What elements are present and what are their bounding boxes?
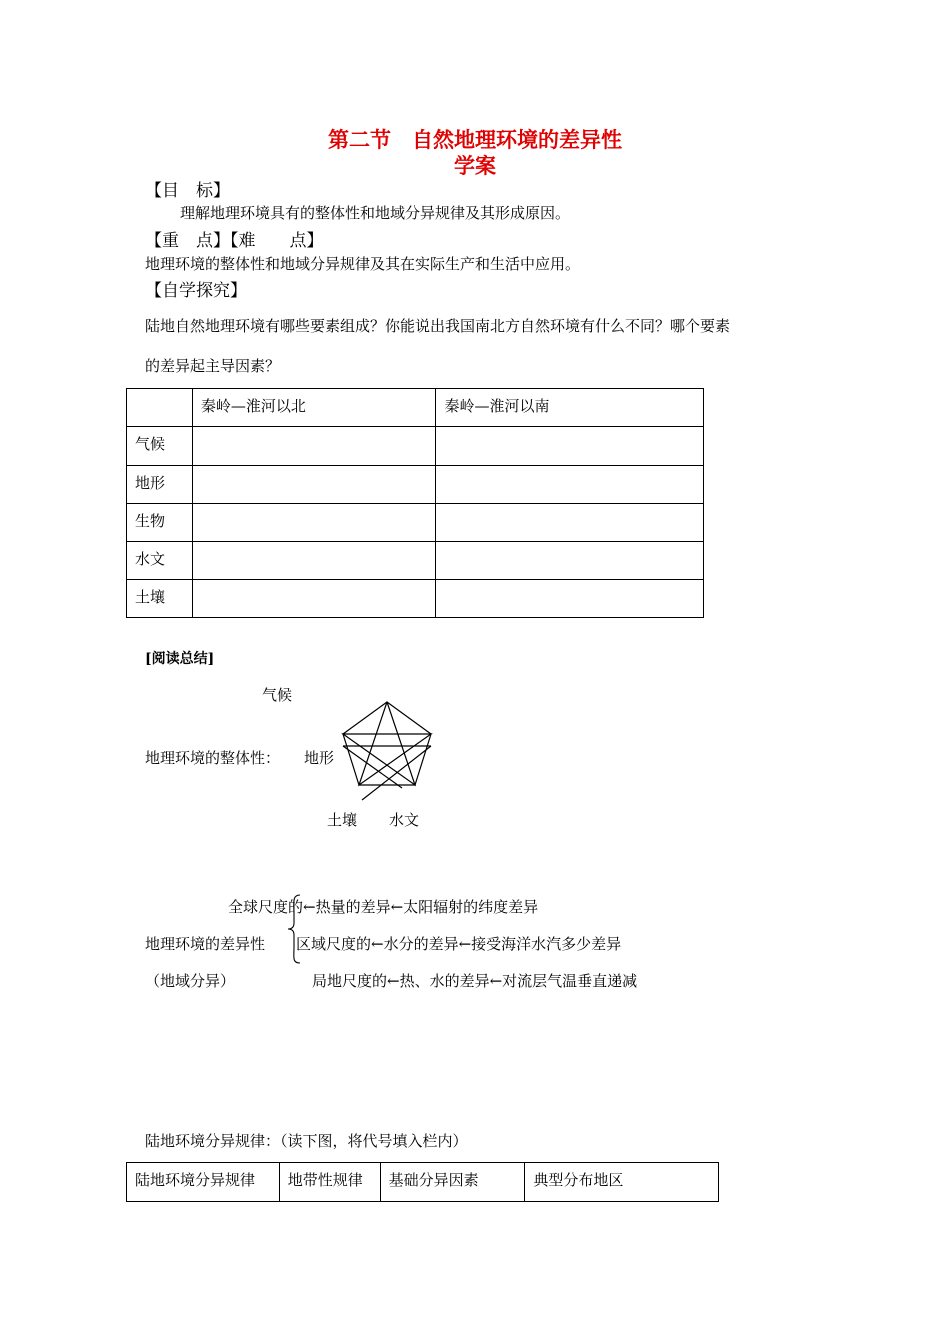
left-brace — [286, 893, 306, 965]
document-subtitle: 学案 — [454, 154, 496, 178]
differentiation-label: 地理环境的差异性 — [145, 935, 266, 953]
row-label: 气候 — [127, 427, 193, 466]
key-heading: 【重 点】【难 点】 — [145, 231, 324, 251]
pentagon-label-landform: 地形 — [304, 749, 335, 767]
north-south-comparison-table — [126, 388, 704, 618]
row-label: 地形 — [127, 466, 193, 504]
goal-text: 理解地理环境具有的整体性和地域分异规律及其形成原因。 — [180, 204, 571, 222]
table-row — [127, 504, 704, 542]
answer-cell[interactable] — [192, 427, 436, 466]
scale-line-local: 局地尺度的←热、水的差异←对流层气温垂直递减 — [312, 972, 638, 990]
self-study-question-line1: 陆地自然地理环境有哪些要素组成？你能说出我国南北方自然环境有什么不同？哪个要素 — [145, 317, 731, 335]
scale-line-global: 全球尺度的←热量的差异←太阳辐射的纬度差异 — [228, 898, 539, 916]
table-header-cell: 典型分布地区 — [525, 1163, 719, 1202]
element-interaction-pentagon-diagram — [330, 690, 450, 810]
table-header-row — [127, 389, 704, 427]
goal-heading: 【目 标】 — [145, 181, 230, 201]
answer-cell[interactable] — [436, 427, 704, 466]
table-header-cell: 秦岭—淮河以南 — [436, 389, 704, 427]
answer-cell[interactable] — [192, 504, 436, 542]
table-row — [127, 427, 704, 466]
answer-cell[interactable] — [192, 466, 436, 504]
table-row — [127, 580, 704, 618]
pentagon-label-soil: 土壤 — [327, 811, 358, 829]
table-row — [127, 466, 704, 504]
table-header-row — [127, 1163, 719, 1202]
table-header-cell: 陆地环境分异规律 — [127, 1163, 280, 1202]
table-header-cell — [127, 389, 193, 427]
key-text: 地理环境的整体性和地域分异规律及其在实际生产和生活中应用。 — [145, 255, 581, 273]
answer-cell[interactable] — [436, 466, 704, 504]
pentagon-label-hydrology: 水文 — [389, 811, 420, 829]
answer-cell[interactable] — [192, 542, 436, 580]
answer-cell[interactable] — [436, 580, 704, 618]
answer-cell[interactable] — [436, 504, 704, 542]
answer-cell[interactable] — [192, 580, 436, 618]
scale-line-regional: 区域尺度的←水分的差异←接受海洋水汽多少差异 — [296, 935, 622, 953]
reading-summary-heading: [阅读总结] — [145, 651, 215, 667]
self-study-question-line2: 的差异起主导因素？ — [145, 357, 281, 375]
land-rule-intro: 陆地环境分异规律：（读下图，将代号填入栏内） — [145, 1132, 468, 1150]
star-lines — [343, 702, 431, 785]
row-label: 生物 — [127, 504, 193, 542]
differentiation-sublabel: （地域分异） — [145, 972, 236, 990]
row-label: 土壤 — [127, 580, 193, 618]
table-header-cell: 基础分异因素 — [380, 1163, 525, 1202]
document-title: 第二节 自然地理环境的差异性 — [328, 128, 622, 152]
table-header-cell: 地带性规律 — [279, 1163, 380, 1202]
answer-cell[interactable] — [436, 542, 704, 580]
cross-line — [343, 746, 402, 788]
self-study-heading: 【自学探究】 — [145, 281, 247, 301]
row-label: 水文 — [127, 542, 193, 580]
table-row — [127, 542, 704, 580]
integrity-label: 地理环境的整体性： — [145, 749, 281, 767]
pentagon-label-climate: 气候 — [262, 686, 293, 704]
table-header-cell: 秦岭—淮河以北 — [192, 389, 436, 427]
land-rule-table — [126, 1162, 719, 1202]
